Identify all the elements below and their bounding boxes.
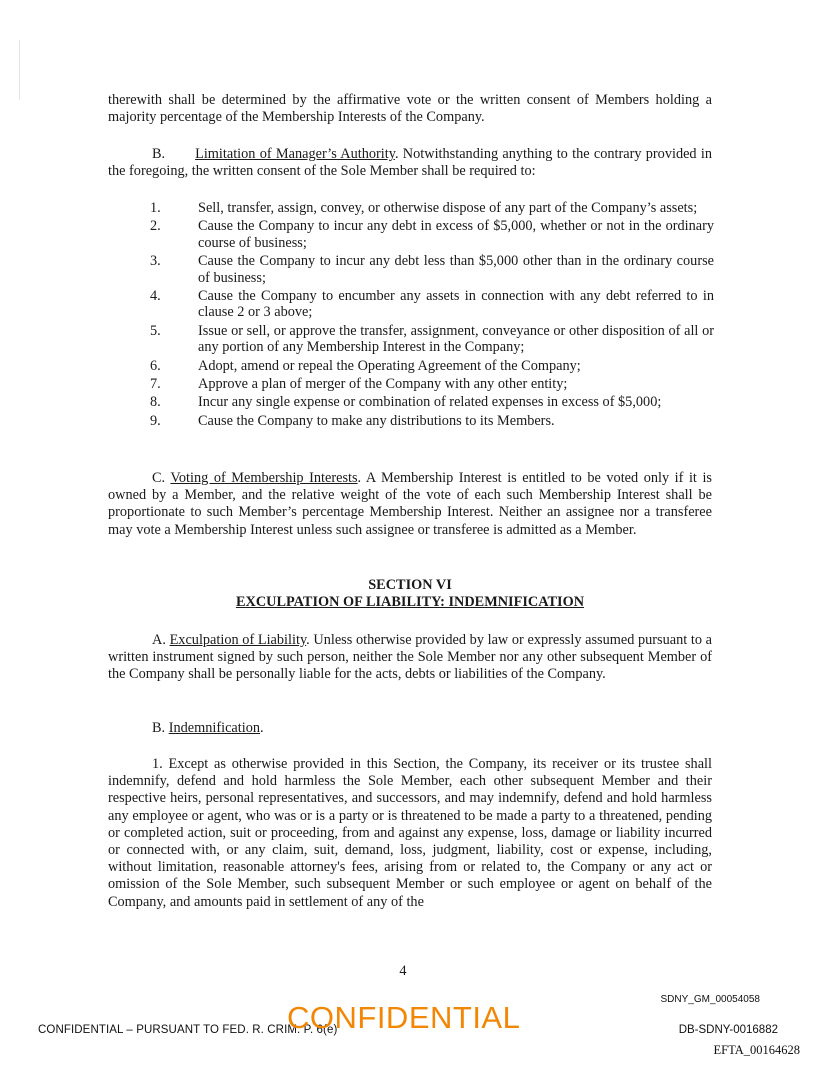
list-item-number: 2. bbox=[150, 218, 161, 235]
list-item-text: Cause the Company to encumber any assets in connection with any debt referred to in clause 2 or 3 above; bbox=[198, 288, 714, 321]
indemnification-paragraph: 1. Except as otherwise provided in this Section, the Company, its receiver or its trustee shall indemnify, defend and hold harmless the Sole Member, each other subsequent Member and their respective heirs, personal representatives, and successors, and may indemnify, defend and hold harmless any employee or agent, who was or is a party or is threatened to be made a party to a threatened, pending or completed action, suit or proceeding, from and against any expense, loss, damage or liability incurred or connected with, or any claim, suit, demand, loss, judgment, liability, cost or expense, including, without limitation, reasonable attorney's fees, arising from or related to, the Company or any act or omission of the Sole Member, such subsequent Member or such employee or agent on behalf of the Company, and amounts paid in settlement of any of the bbox=[108, 756, 712, 910]
list-item bbox=[150, 323, 714, 356]
section-b-text: . Notwithstanding anything to the contrary provided in the foregoing, the written consent of the Sole Member shall be required to: bbox=[108, 146, 712, 180]
list-item-number: 8. bbox=[150, 394, 161, 411]
section-c-text: . A Membership Interest is entitled to be voted only if it is owned by a Member, and the relative weight of the vote of each such Membership Interest shall be proportionate to such Member’s percentage Membership Interest. Neither an assignee nor a transferee may vote a Membership Interest unless such assignee or transferee is admitted as a Member. bbox=[108, 470, 712, 538]
authority-list bbox=[150, 200, 714, 429]
list-item-text: Sell, transfer, assign, convey, or otherwise dispose of any part of the Company’s assets; bbox=[198, 200, 698, 216]
list-item-number: 9. bbox=[150, 412, 161, 429]
intro-paragraph: therewith shall be determined by the affirmative vote or the written consent of Members holding a majority percentage of the Membership Interests of the Company. bbox=[108, 92, 712, 126]
efta-number: EFTA_00164628 bbox=[713, 1043, 800, 1057]
section-number: SECTION VI bbox=[368, 577, 452, 593]
list-item bbox=[150, 413, 714, 429]
list-item bbox=[150, 376, 714, 392]
list-item bbox=[150, 358, 714, 374]
section-c-title: Voting of Membership Interests bbox=[170, 470, 358, 486]
list-item-text: Issue or sell, or approve the transfer, assignment, conveyance or other disposition of all or any portion of any Membership Interest in the Company; bbox=[198, 322, 714, 356]
section-vi-a-label: A. bbox=[152, 632, 166, 648]
list-item bbox=[150, 394, 714, 410]
list-item bbox=[150, 288, 714, 321]
list-item-text: Cause the Company to incur any debt in excess of $5,000, whether or not in the ordinary course of business; bbox=[198, 218, 714, 251]
list-item-number: 4. bbox=[150, 288, 161, 305]
section-vi-b-tail: . bbox=[260, 720, 264, 736]
list-item-text: Cause the Company to incur any debt less than $5,000 other than in the ordinary course of business; bbox=[198, 253, 714, 286]
section-c-label: C. bbox=[152, 470, 166, 486]
list-item bbox=[150, 218, 714, 251]
section-vi-b-paragraph bbox=[108, 720, 712, 737]
list-item-text: Approve a plan of merger of the Company with any other entity; bbox=[198, 376, 568, 393]
section-b-title: Limitation of Manager’s Authority bbox=[195, 146, 395, 162]
section-title: EXCULPATION OF LIABILITY: INDEMNIFICATION bbox=[235, 594, 585, 610]
list-item-number: 6. bbox=[150, 357, 161, 374]
list-item bbox=[150, 200, 714, 216]
list-item-number: 1. bbox=[150, 200, 161, 216]
list-item-text: Incur any single expense or combination of related expenses in excess of $5,000; bbox=[198, 394, 662, 411]
page-number: 4 bbox=[399, 963, 407, 979]
section-vi-a-text: . Unless otherwise provided by law or expressly assumed pursuant to a written instrument signed by such person, neither the Sole Member nor any other subsequent Member of the Company shall be personally liable for the acts, debts or liabilities of the Company. bbox=[108, 632, 713, 683]
section-vi-a-title: Exculpation of Liability bbox=[169, 632, 307, 648]
scan-artifact bbox=[19, 40, 20, 100]
list-item-number: 5. bbox=[150, 322, 161, 339]
bates-db-sdny: DB-SDNY-0016882 bbox=[678, 1024, 778, 1036]
list-item-text: Adopt, amend or repeal the Operating Agreement of the Company; bbox=[198, 357, 581, 374]
section-c-paragraph bbox=[108, 470, 712, 539]
confidential-notice: CONFIDENTIAL – PURSUANT TO FED. R. CRIM. P. 6(e) bbox=[38, 1024, 338, 1036]
bates-sdny-gm: SDNY_GM_00054058 bbox=[660, 994, 760, 1005]
list-item-text: Cause the Company to make any distributions to its Members. bbox=[198, 412, 555, 429]
list-item bbox=[150, 253, 714, 286]
confidential-stamp: CONFIDENTIAL bbox=[287, 1000, 521, 1035]
section-heading bbox=[108, 577, 712, 611]
section-b-label: B. bbox=[152, 146, 166, 162]
list-item-number: 3. bbox=[150, 253, 161, 270]
list-item-number: 7. bbox=[150, 376, 161, 393]
section-vi-a-paragraph bbox=[108, 632, 712, 684]
section-vi-b-title: Indemnification bbox=[168, 720, 261, 736]
section-b-paragraph bbox=[108, 146, 712, 180]
section-vi-b-label: B. bbox=[152, 720, 166, 736]
